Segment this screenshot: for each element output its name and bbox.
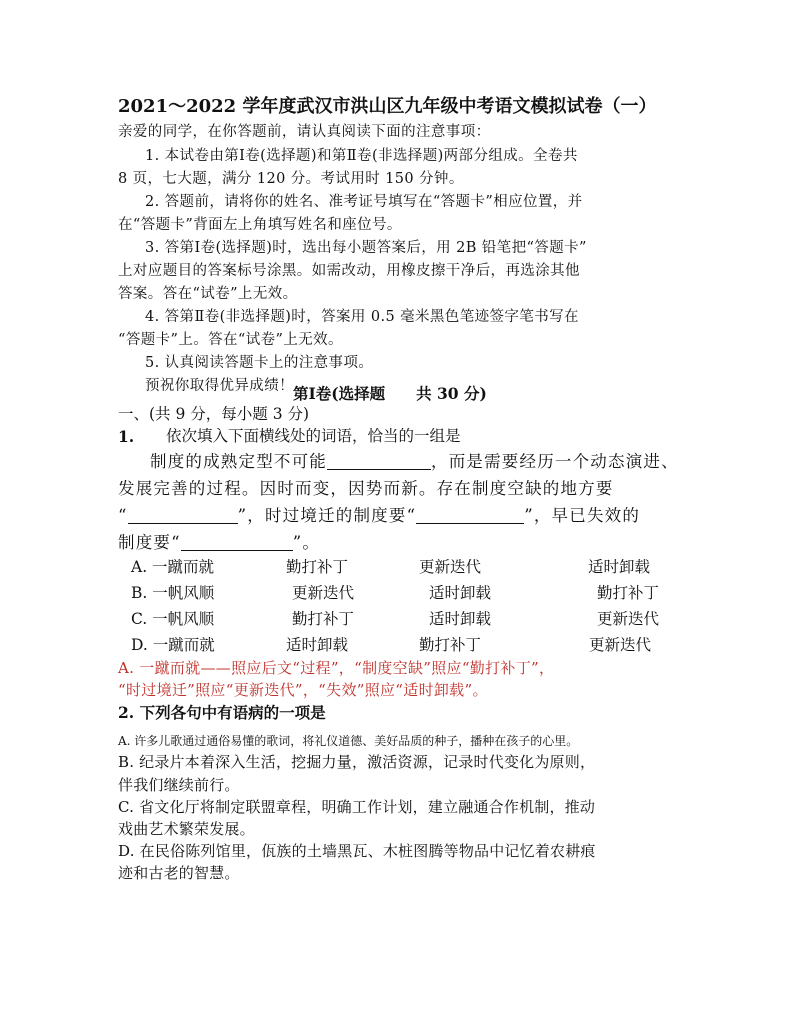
q1-option-b-label: B. 一帆风顺 <box>131 584 215 602</box>
q1-passage-text: 制度要“ <box>118 533 181 552</box>
q1-passage-line <box>118 534 320 553</box>
q1-option-c-word: 适时卸载 <box>429 610 492 628</box>
q1-option-b-word: 更新迭代 <box>292 584 355 602</box>
notice-line: 3. 答第Ⅰ卷(选择题)时，选出每小题答案后，用 2B 铅笔把“答题卡” <box>145 240 587 256</box>
notice-line: 8 页，七大题，满分 120 分。考试用时 150 分钟。 <box>118 171 464 187</box>
q2-option-c-cont: 戏曲艺术繁荣发展。 <box>118 820 255 838</box>
section-title: 第Ⅰ卷(选择题 共 30 分) <box>293 384 487 403</box>
q1-option-d-word: 勤打补丁 <box>419 636 482 654</box>
notice-line: 2. 答题前，请将你的姓名、准考证号填写在“答题卡”相应位置，并 <box>145 194 583 210</box>
q1-passage-text: “ <box>118 506 128 525</box>
q2-stem: 2. 下列各句中有语病的一项是 <box>118 703 326 722</box>
q1-option-c-label: C. 一帆风顺 <box>131 610 215 628</box>
part-one-heading: 一、(共 9 分，每小题 3 分) <box>118 405 310 423</box>
notice-line: 1. 本试卷由第Ⅰ卷(选择题)和第Ⅱ卷(非选择题)两部分组成。全卷共 <box>145 148 578 164</box>
notice-line: 上对应题目的答案标号涂黑。如需改动，用橡皮擦干净后，再选涂其他 <box>118 263 580 279</box>
q1-answer-line: A. 一蹴而就——照应后文“过程”，“制度空缺”照应“勤打补丁”， <box>118 659 555 677</box>
q1-passage-text: ”，早已失效的 <box>524 506 641 525</box>
fill-blank-2 <box>128 509 238 524</box>
notice-line: 在“答题卡”背面左上角填写姓名和座位号。 <box>118 217 402 233</box>
q1-option-c-word: 更新迭代 <box>597 610 660 628</box>
q1-passage-line <box>150 453 679 472</box>
notice-line: 5. 认真阅读答题卡上的注意事项。 <box>145 355 374 371</box>
q1-option-b-word: 适时卸载 <box>429 584 492 602</box>
q2-option-d-cont: 迹和古老的智慧。 <box>118 864 240 882</box>
q1-passage-line: 发展完善的过程。因时而变，因势而新。存在制度空缺的地方要 <box>118 479 614 498</box>
q2-option-b: B. 纪录片本着深入生活，挖掘力量，激活资源，记录时代变化为原则， <box>118 753 596 771</box>
q1-option-d-label: D. 一蹴而就 <box>131 636 215 654</box>
q1-passage-text: ”。 <box>292 533 321 552</box>
q1-passage-text: ，而是需要经历一个动态演进、 <box>431 452 679 471</box>
q1-answer-line: “时过境迁”照应“更新迭代”，“失效”照应“适时卸载”。 <box>118 681 488 699</box>
q1-option-d-word: 适时卸载 <box>286 636 349 654</box>
q2-option-c: C. 省文化厅将制定联盟章程，明确工作计划，建立融通合作机制，推动 <box>118 798 596 816</box>
notice-closing: 预祝你取得优异成绩！ <box>145 378 294 394</box>
q2-option-d: D. 在民俗陈列馆里，佤族的土墙黑瓦、木桩图腾等物品中记忆着农耕痕 <box>118 842 596 860</box>
q1-passage-text: 制度的成熟定型不可能 <box>150 452 327 471</box>
q1-option-a-word: 适时卸载 <box>588 558 651 576</box>
q2-option-b-cont: 伴我们继续前行。 <box>118 776 240 794</box>
q1-option-d-word: 更新迭代 <box>589 636 652 654</box>
notice-line: 4. 答第Ⅱ卷(非选择题)时，答案用 0.5 毫米黑色笔迹签字笔书写在 <box>145 309 579 325</box>
q2-option-a: A. 许多儿歌通过通俗易懂的歌词，将礼仪道德、美好品质的种子，播种在孩子的心里。 <box>118 734 579 748</box>
notice-line: “答题卡”上。答在“试卷”上无效。 <box>118 332 343 348</box>
q1-option-a-word: 勤打补丁 <box>286 558 349 576</box>
fill-blank-1 <box>327 455 431 470</box>
q1-number: 1. <box>118 427 135 446</box>
notice-line: 答案。答在“试卷”上无效。 <box>118 286 298 302</box>
notice-intro: 亲爱的同学，在你答题前，请认真阅读下面的注意事项： <box>118 124 491 140</box>
q1-stem: 依次填入下面横线处的词语，恰当的一组是 <box>166 427 461 445</box>
q1-passage-text: ”，时过境迁的制度要“ <box>237 506 417 525</box>
q1-option-a-label: A. 一蹴而就 <box>131 558 215 576</box>
fill-blank-4 <box>181 536 293 551</box>
q1-option-a-word: 更新迭代 <box>419 558 482 576</box>
fill-blank-3 <box>416 509 524 524</box>
q1-option-b-word: 勤打补丁 <box>597 584 660 602</box>
exam-title: 2021～2022 学年度武汉市洪山区九年级中考语文模拟试卷（一） <box>118 96 657 117</box>
q1-option-c-word: 勤打补丁 <box>292 610 355 628</box>
q1-passage-line <box>118 507 640 526</box>
